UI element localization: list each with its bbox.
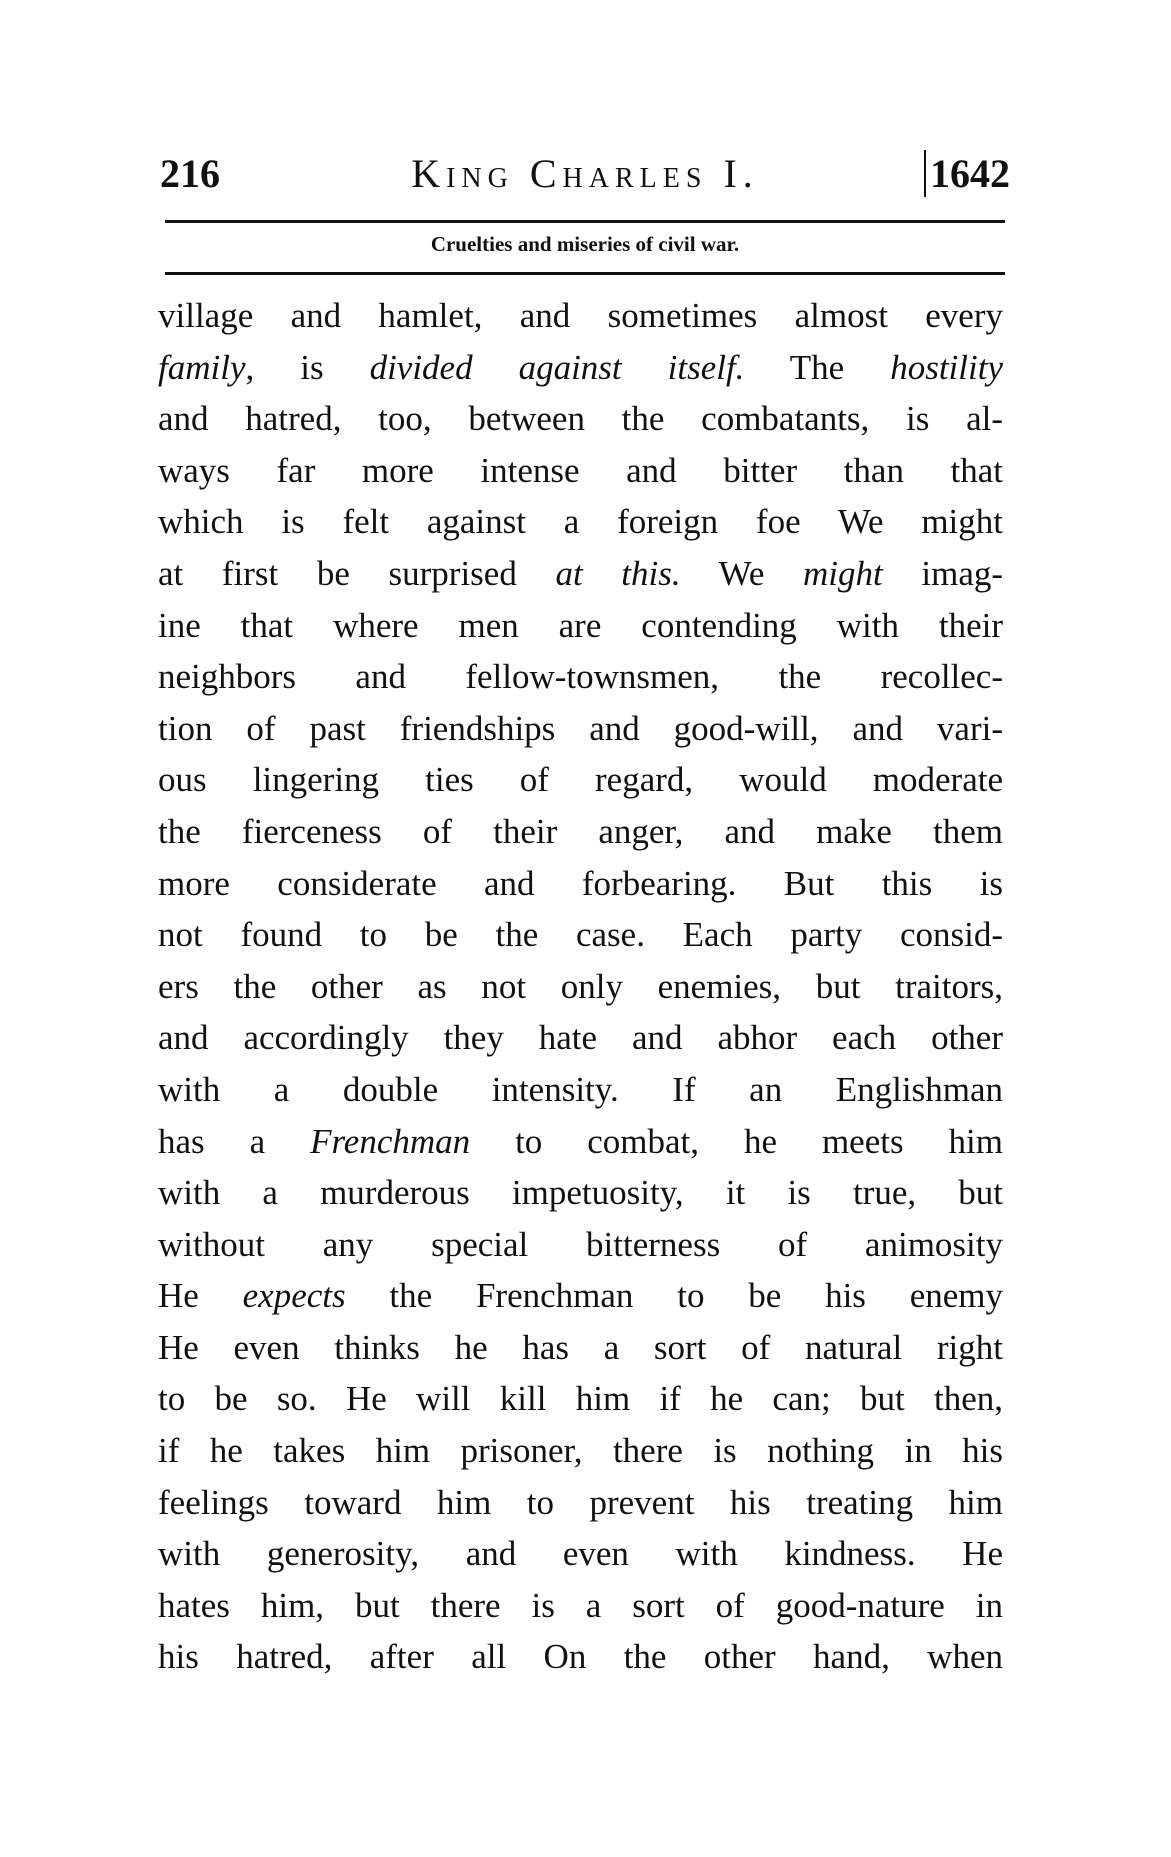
text-segment: and accordingly they hate and abhor each other [158, 1018, 1003, 1058]
text-segment: without any special bitterness of animosity [158, 1224, 1003, 1264]
header-year: 1642 [924, 150, 1010, 197]
text-line [158, 1116, 1003, 1168]
text-line [158, 961, 1003, 1013]
text-line [158, 1425, 1003, 1477]
italic-text: Frenchman [310, 1121, 471, 1161]
text-line [158, 858, 1003, 910]
text-line [158, 1477, 1003, 1529]
text-line [158, 1631, 1003, 1683]
header-rule-bottom [165, 272, 1005, 275]
text-segment: at first be surprised [158, 553, 556, 593]
text-segment: has a [158, 1121, 311, 1161]
text-segment: ways far more intense and bitter than that [158, 450, 1003, 490]
italic-text: hostility [890, 347, 1003, 387]
text-segment: with a double intensity. If an Englishman [158, 1069, 1003, 1109]
text-segment: He [158, 1276, 243, 1316]
text-segment: which is felt against a foreign foe We might [158, 502, 1003, 542]
text-segment: neighbors and fellow-townsmen, the recollec- [158, 657, 1003, 697]
text-line [158, 1219, 1003, 1271]
text-segment: feelings toward him to prevent his treating him [158, 1482, 1003, 1522]
text-segment: We [680, 553, 804, 593]
running-title: King Charles I. [411, 151, 759, 196]
text-line [158, 393, 1003, 445]
text-segment: more considerate and forbearing. But this is [158, 863, 1003, 903]
text-line [158, 754, 1003, 806]
italic-text: at this. [555, 553, 681, 593]
text-segment: his hatred, after all On the other hand, when [158, 1637, 1003, 1677]
text-segment: the Frenchman to be his enemy [345, 1276, 1004, 1316]
text-segment: not found to be the case. Each party consid- [158, 915, 1003, 955]
text-segment: to be so. He will kill him if he can; but then, [158, 1379, 1003, 1419]
text-line [158, 1064, 1003, 1116]
text-segment: hates him, but there is a sort of good-nature in [158, 1585, 1003, 1625]
text-line [158, 290, 1003, 342]
text-line [158, 1322, 1003, 1374]
text-segment: ine that where men are contending with their [158, 605, 1003, 645]
text-segment: village and hamlet, and sometimes almost every [158, 296, 1003, 335]
text-segment: the fierceness of their anger, and make them [158, 811, 1003, 851]
body-text [158, 290, 1003, 1683]
section-subtitle: Cruelties and miseries of civil war. [430, 232, 740, 256]
text-line [158, 1580, 1003, 1632]
italic-text: expects [242, 1276, 346, 1316]
text-segment: to combat, he meets him [470, 1121, 1003, 1161]
text-segment: if he takes him prisoner, there is nothing in his [158, 1431, 1003, 1471]
text-line [158, 806, 1003, 858]
text-line [158, 1528, 1003, 1580]
text-segment: He even thinks he has a sort of natural right [158, 1327, 1003, 1367]
text-segment: , is [245, 347, 370, 387]
text-segment: ers the other as not only enemies, but traitors, [158, 966, 1003, 1006]
text-line [158, 1012, 1003, 1064]
text-segment: with generosity, and even with kindness. He [158, 1534, 1003, 1574]
italic-text: might [803, 553, 883, 593]
text-line [158, 548, 1003, 600]
text-line [158, 600, 1003, 652]
italic-text: family [158, 347, 246, 387]
text-line [158, 1373, 1003, 1425]
text-line [158, 496, 1003, 548]
text-segment: with a murderous impetuosity, it is true, but [158, 1173, 1003, 1213]
text-line [158, 1167, 1003, 1219]
text-line [158, 703, 1003, 755]
text-segment: ous lingering ties of regard, would moderate [158, 760, 1003, 800]
header-rule-top [165, 220, 1005, 223]
text-line [158, 651, 1003, 703]
text-line [158, 445, 1003, 497]
page-number: 216 [160, 151, 220, 196]
running-header [160, 150, 1010, 210]
text-line [158, 909, 1003, 961]
text-line [158, 1270, 1003, 1322]
text-segment: The [744, 347, 891, 387]
text-segment: tion of past friendships and good-will, and vari- [158, 708, 1003, 748]
text-segment: imag- [882, 553, 1004, 593]
italic-text: divided against itself. [369, 347, 745, 387]
text-line [158, 342, 1003, 394]
text-segment: and hatred, too, between the combatants, is al- [158, 399, 1003, 439]
